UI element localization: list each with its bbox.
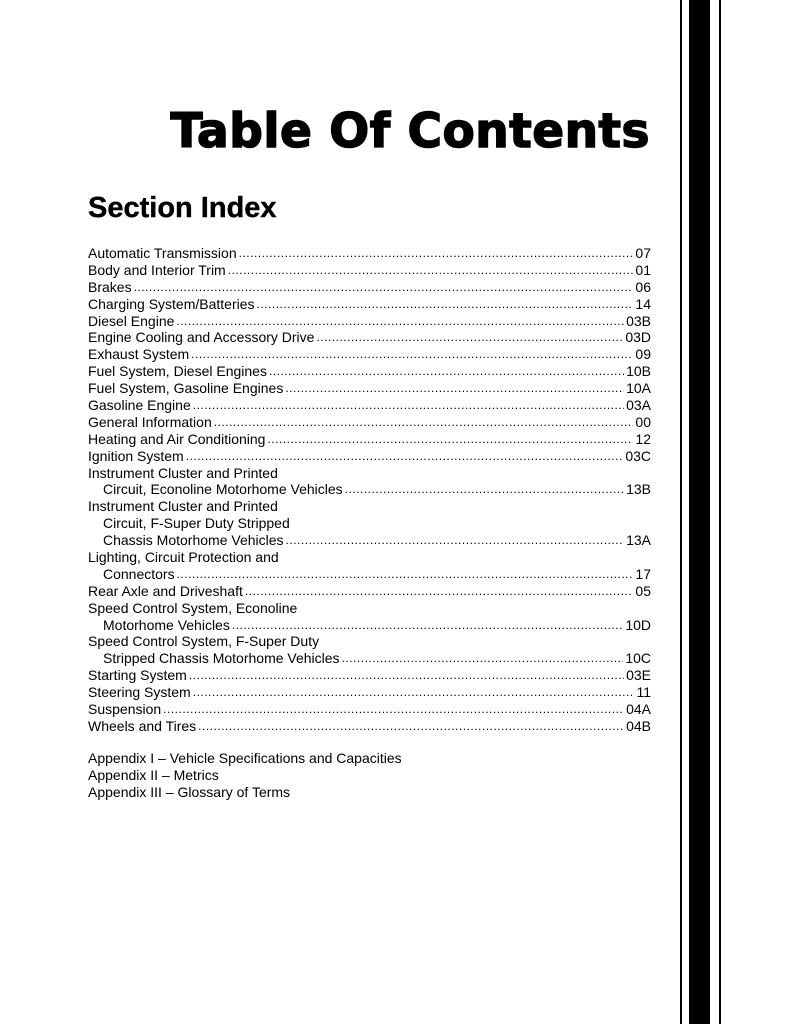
index-entry-line	[88, 346, 651, 363]
index-entry-label: Exhaust System	[88, 346, 190, 363]
section-number: 03C	[625, 447, 651, 464]
index-entry-label: Starting System	[88, 667, 187, 684]
dot-leader	[232, 616, 623, 634]
index-entry-label: Gasoline Engine	[88, 397, 191, 414]
index-entry-line	[88, 363, 651, 380]
index-entry[interactable]	[88, 684, 651, 701]
appendix-item[interactable]: Appendix I – Vehicle Specifications and Capacities	[88, 750, 402, 766]
section-number: 03A	[626, 397, 651, 414]
appendix-item[interactable]: Appendix II – Metrics	[88, 766, 219, 783]
index-entry-label: Fuel System, Diesel Engines	[88, 363, 267, 380]
index-entry-label: Diesel Engine	[88, 312, 175, 329]
section-number: 12	[635, 430, 651, 447]
index-entry[interactable]	[88, 633, 651, 667]
index-entry-label: Instrument Cluster and Printed	[88, 498, 278, 515]
dot-leader	[134, 278, 634, 296]
dot-leader	[257, 295, 634, 313]
index-entry[interactable]	[88, 279, 651, 296]
index-entry[interactable]	[88, 498, 651, 549]
index-entry-label: Connectors	[103, 565, 175, 582]
index-entry-label: Circuit, F-Super Duty Stripped	[103, 515, 290, 532]
index-entry-label: Speed Control System, Econoline	[88, 599, 298, 616]
index-entry-label: Chassis Motorhome Vehicles	[103, 532, 284, 549]
index-entry-label: Speed Control System, F-Super Duty	[88, 633, 320, 650]
section-number: 04A	[626, 701, 651, 718]
dot-leader	[176, 312, 624, 330]
index-entry-line	[88, 515, 651, 532]
index-entry-line	[88, 583, 651, 600]
index-entry-label: Fuel System, Gasoline Engines	[88, 380, 284, 397]
index-entry-line	[88, 532, 651, 549]
index-entry[interactable]	[88, 296, 651, 313]
index-entry[interactable]	[88, 346, 651, 363]
index-entry-line	[88, 650, 651, 667]
index-entry-line	[88, 329, 651, 346]
index-entry-label: Engine Cooling and Accessory Drive	[88, 329, 315, 346]
index-entry[interactable]	[88, 245, 651, 262]
dot-leader	[193, 683, 635, 701]
dot-leader	[214, 413, 634, 431]
section-number: 09	[635, 346, 651, 363]
index-entry-line	[88, 600, 651, 617]
dot-leader	[193, 396, 624, 414]
dot-leader	[345, 480, 624, 498]
index-entry-line	[88, 481, 651, 498]
section-index-list	[88, 245, 651, 735]
index-entry-label: Motorhome Vehicles	[103, 616, 230, 633]
index-entry-line	[88, 448, 651, 465]
index-entry-line	[88, 566, 651, 583]
index-entry-label: Wheels and Tires	[88, 717, 197, 734]
index-entry[interactable]	[88, 431, 651, 448]
section-number: 10C	[625, 650, 651, 667]
index-entry[interactable]	[88, 549, 651, 583]
index-entry-line	[88, 431, 651, 448]
section-number: 10B	[626, 363, 651, 380]
section-number: 07	[635, 245, 651, 261]
dot-leader	[285, 379, 624, 397]
index-entry-line	[88, 262, 651, 279]
dot-leader	[228, 261, 634, 279]
index-entry[interactable]	[88, 448, 651, 465]
index-entry[interactable]	[88, 465, 651, 499]
edge-tab-bar	[689, 0, 710, 1024]
section-number: 17	[635, 565, 651, 582]
index-entry-line	[88, 684, 651, 701]
index-entry-line	[88, 296, 651, 313]
index-entry-line	[88, 549, 651, 566]
index-entry-label: Body and Interior Trim	[88, 261, 226, 278]
index-entry[interactable]	[88, 414, 651, 431]
index-entry[interactable]	[88, 718, 651, 735]
dot-leader	[286, 531, 625, 549]
index-entry-line	[88, 414, 651, 431]
index-entry-label: Automatic Transmission	[88, 245, 237, 261]
dot-leader	[191, 345, 633, 363]
index-entry-line	[88, 718, 651, 735]
index-entry[interactable]	[88, 329, 651, 346]
index-entry[interactable]	[88, 397, 651, 414]
section-number: 00	[635, 413, 651, 430]
index-entry-line	[88, 667, 651, 684]
index-entry-label: Circuit, Econoline Motorhome Vehicles	[103, 481, 343, 498]
index-entry-label: General Information	[88, 413, 212, 430]
dot-leader	[267, 430, 633, 448]
dot-leader	[186, 447, 624, 465]
index-entry[interactable]	[88, 363, 651, 380]
index-entry-label: Heating and Air Conditioning	[88, 430, 266, 447]
index-entry[interactable]	[88, 583, 651, 600]
section-number: 05	[635, 582, 651, 599]
index-entry-line	[88, 701, 651, 718]
index-entry-label: Stripped Chassis Motorhome Vehicles	[103, 650, 340, 667]
section-number: 11	[636, 684, 651, 701]
section-number: 03B	[626, 312, 651, 329]
section-number: 03E	[626, 667, 651, 684]
index-entry[interactable]	[88, 380, 651, 397]
section-number: 06	[635, 278, 651, 295]
index-entry[interactable]	[88, 262, 651, 279]
appendix-item[interactable]: Appendix III – Glossary of Terms	[88, 783, 291, 800]
index-entry[interactable]	[88, 667, 651, 684]
dot-leader	[245, 582, 634, 600]
dot-leader	[163, 700, 624, 718]
dot-leader	[239, 244, 634, 262]
index-entry-label: Charging System/Batteries	[88, 295, 255, 312]
section-number: 01	[635, 261, 651, 278]
index-entry-line	[88, 397, 651, 414]
index-entry-line	[88, 617, 651, 634]
index-entry-line	[88, 465, 651, 482]
index-entry-label: Brakes	[88, 278, 132, 295]
index-entry-label: Ignition System	[88, 447, 184, 464]
section-number: 13A	[626, 532, 651, 549]
dot-leader	[269, 362, 624, 380]
index-entry-line	[88, 498, 651, 515]
page-title: Table Of Contents	[170, 104, 650, 159]
index-entry[interactable]	[88, 701, 651, 718]
index-entry-label: Instrument Cluster and Printed	[88, 464, 278, 481]
index-entry-label: Steering System	[88, 684, 191, 701]
section-number: 03D	[625, 329, 651, 346]
index-entry-label: Suspension	[88, 701, 162, 718]
index-entry-line	[88, 380, 651, 397]
edge-rule-right	[719, 0, 721, 1024]
index-entry-line	[88, 279, 651, 296]
dot-leader	[189, 666, 624, 684]
index-entry[interactable]	[88, 313, 651, 330]
dot-leader	[342, 649, 624, 667]
index-entry-label: Lighting, Circuit Protection and	[88, 549, 279, 566]
section-number: 14	[635, 295, 651, 312]
dot-leader	[316, 328, 623, 346]
section-number: 04B	[626, 717, 651, 734]
section-number: 10D	[625, 616, 651, 633]
section-number: 13B	[626, 481, 651, 498]
index-entry-label: Rear Axle and Driveshaft	[88, 582, 243, 599]
dot-leader	[177, 565, 634, 583]
section-heading: Section Index	[88, 192, 277, 224]
dot-leader	[198, 717, 624, 735]
section-number: 10A	[626, 380, 651, 397]
index-entry-line	[88, 633, 651, 650]
index-entry-line	[88, 245, 651, 262]
appendix-list	[88, 750, 402, 801]
index-entry-line	[88, 313, 651, 330]
index-entry[interactable]	[88, 600, 651, 634]
edge-rule-left	[680, 0, 682, 1024]
